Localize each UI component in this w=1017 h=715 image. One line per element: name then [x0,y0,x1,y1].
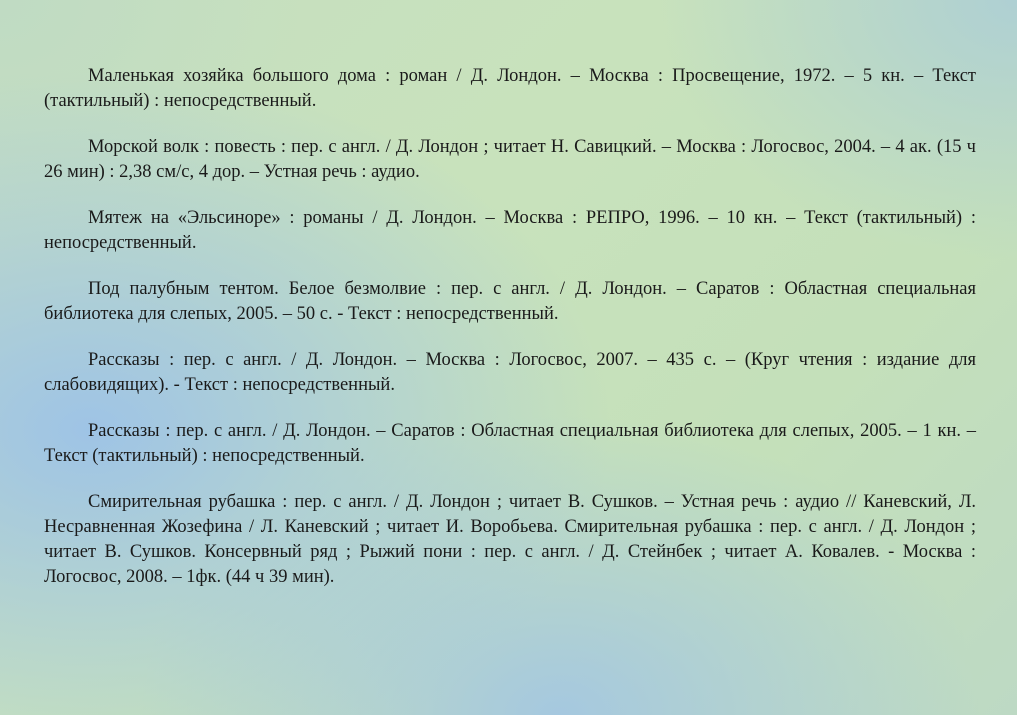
bibliography-entry: Мятеж на «Эльсиноре» : романы / Д. Лондон. – Москва : РЕПРО, 1996. – 10 кн. – Текст (тактильный) : непосредственный. [44,208,976,253]
bibliography-entry: Рассказы : пер. с англ. / Д. Лондон. – Саратов : Областная специальная библиотека для слепых, 2005. – 1 кн. – Текст (тактильный) : непосредственный. [44,421,976,466]
bibliography-entry: Маленькая хозяйка большого дома : роман / Д. Лондон. – Москва : Просвещение, 1972. – 5 кн. – Текст (тактильный) : непосредственный. [44,66,976,111]
bibliography-entry: Рассказы : пер. с англ. / Д. Лондон. – Москва : Логосвос, 2007. – 435 с. – (Круг чтения : издание для слабовидящих). - Текст : непосредственный. [44,350,976,395]
bibliography-entry: Морской волк : повесть : пер. с англ. / Д. Лондон ; читает Н. Савицкий. – Москва : Логосвос, 2004. – 4 ак. (15 ч 26 мин) : 2,38 см/с, 4 дор. – Устная речь : аудио. [44,137,976,182]
bibliography-entry: Под палубным тентом. Белое безмолвие : пер. с англ. / Д. Лондон. – Саратов : Областная специальная библиотека для слепых, 2005. – 50 с. - Текст : непосредственный. [44,279,976,324]
bibliography-list [44,64,976,611]
bibliography-entry: Смирительная рубашка : пер. с англ. / Д. Лондон ; читает В. Сушков. – Устная речь : аудио // Каневский, Л. Несравненная Жозефина / Л. Каневский ; читает И. Воробьева. Смирительная рубашка : пер. с англ. / Д. Лондон ; читает В. Сушков. Консервный ряд ; Рыжий пони : пер. с англ. / Д. Стейнбек ; читает А. Ковалев. - Москва : Логосвос, 2008. – 1фк. (44 ч 39 мин). [44,492,976,587]
